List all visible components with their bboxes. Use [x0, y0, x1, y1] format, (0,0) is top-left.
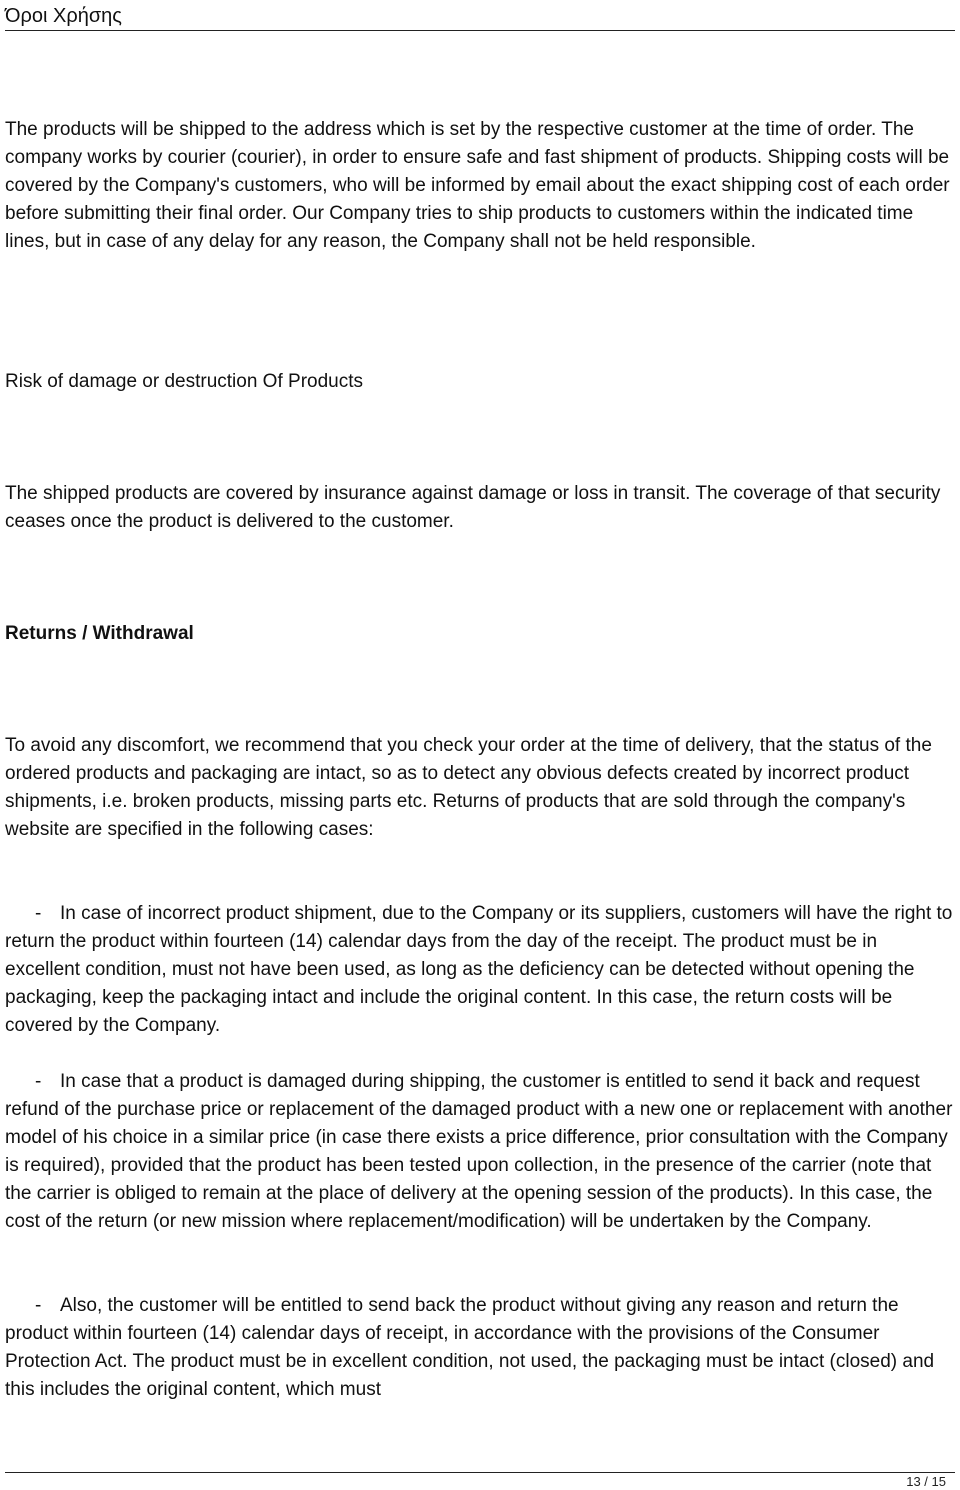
footer-divider	[5, 1472, 955, 1473]
header-divider	[5, 30, 955, 31]
returns-heading: Returns / Withdrawal	[5, 623, 194, 644]
list-item-text: Also, the customer will be entitled to send back the product without giving any reason and return the product within fourteen (14) calendar days of receipt, in accordance with the provisions of the Consumer Protection Act. The product must be in excellent condition, not used, the packaging must be intact (closed) and this includes the original content, which must	[5, 1295, 935, 1400]
returns-intro-paragraph: To avoid any discomfort, we recommend that you check your order at the time of delivery, that the status of the ordered products and packaging are intact, so as to detect any obvious defects created by incorrect product shipments, i.e. broken products, missing parts etc. Returns of products that are sold through the company's website are specified in the following cases:	[5, 735, 932, 840]
page-number: 13 / 15	[906, 1474, 946, 1489]
list-item-text: In case that a product is damaged during shipping, the customer is entitled to send it back and request refund of the purchase price or replacement of the damaged product with a new one or replacement with another model of his choice in a similar price (in case there exists a price difference, prior consultation with the Company is required), provided that the product has been tested upon collection, in the presence of the carrier (note that the carrier is obliged to remain at the place of delivery at the opening session of the products). In this case, the cost of the return (or new mission where replacement/modification) will be undertaken by the Company.	[5, 1071, 953, 1232]
bullet-marker: -	[35, 1295, 42, 1316]
shipping-paragraph: The products will be shipped to the address which is set by the respective customer at the time of order. The company works by courier (courier), in order to ensure safe and fast shipment of products. Shipping costs will be covered by the Company's customers, who will be informed by email about the exact shipping cost of each order before submitting their final order. Our Company tries to ship products to customers within the indicated time lines, but in case of any delay for any reason, the Company shall not be held responsible.	[5, 119, 950, 252]
list-item-text: In case of incorrect product shipment, due to the Company or its suppliers, customers will have the right to return the product within fourteen (14) calendar days from the day of the receipt. The product must be in excellent condition, must not have been used, as long as the deficiency can be detected without opening the packaging, keep the packaging intact and include the original content. In this case, the return costs will be covered by the Company.	[5, 903, 953, 1036]
list-item	[5, 900, 955, 1040]
list-item	[5, 1068, 955, 1236]
bullet-marker: -	[35, 1071, 42, 1092]
page-title: Όροι Χρήσης	[5, 5, 122, 27]
risk-paragraph: The shipped products are covered by insurance against damage or loss in transit. The coverage of that security ceases once the product is delivered to the customer.	[5, 483, 941, 532]
list-item	[5, 1292, 955, 1404]
bullet-marker: -	[35, 903, 42, 924]
page-header	[0, 0, 960, 32]
risk-heading: Risk of damage or destruction Of Products	[5, 371, 363, 392]
